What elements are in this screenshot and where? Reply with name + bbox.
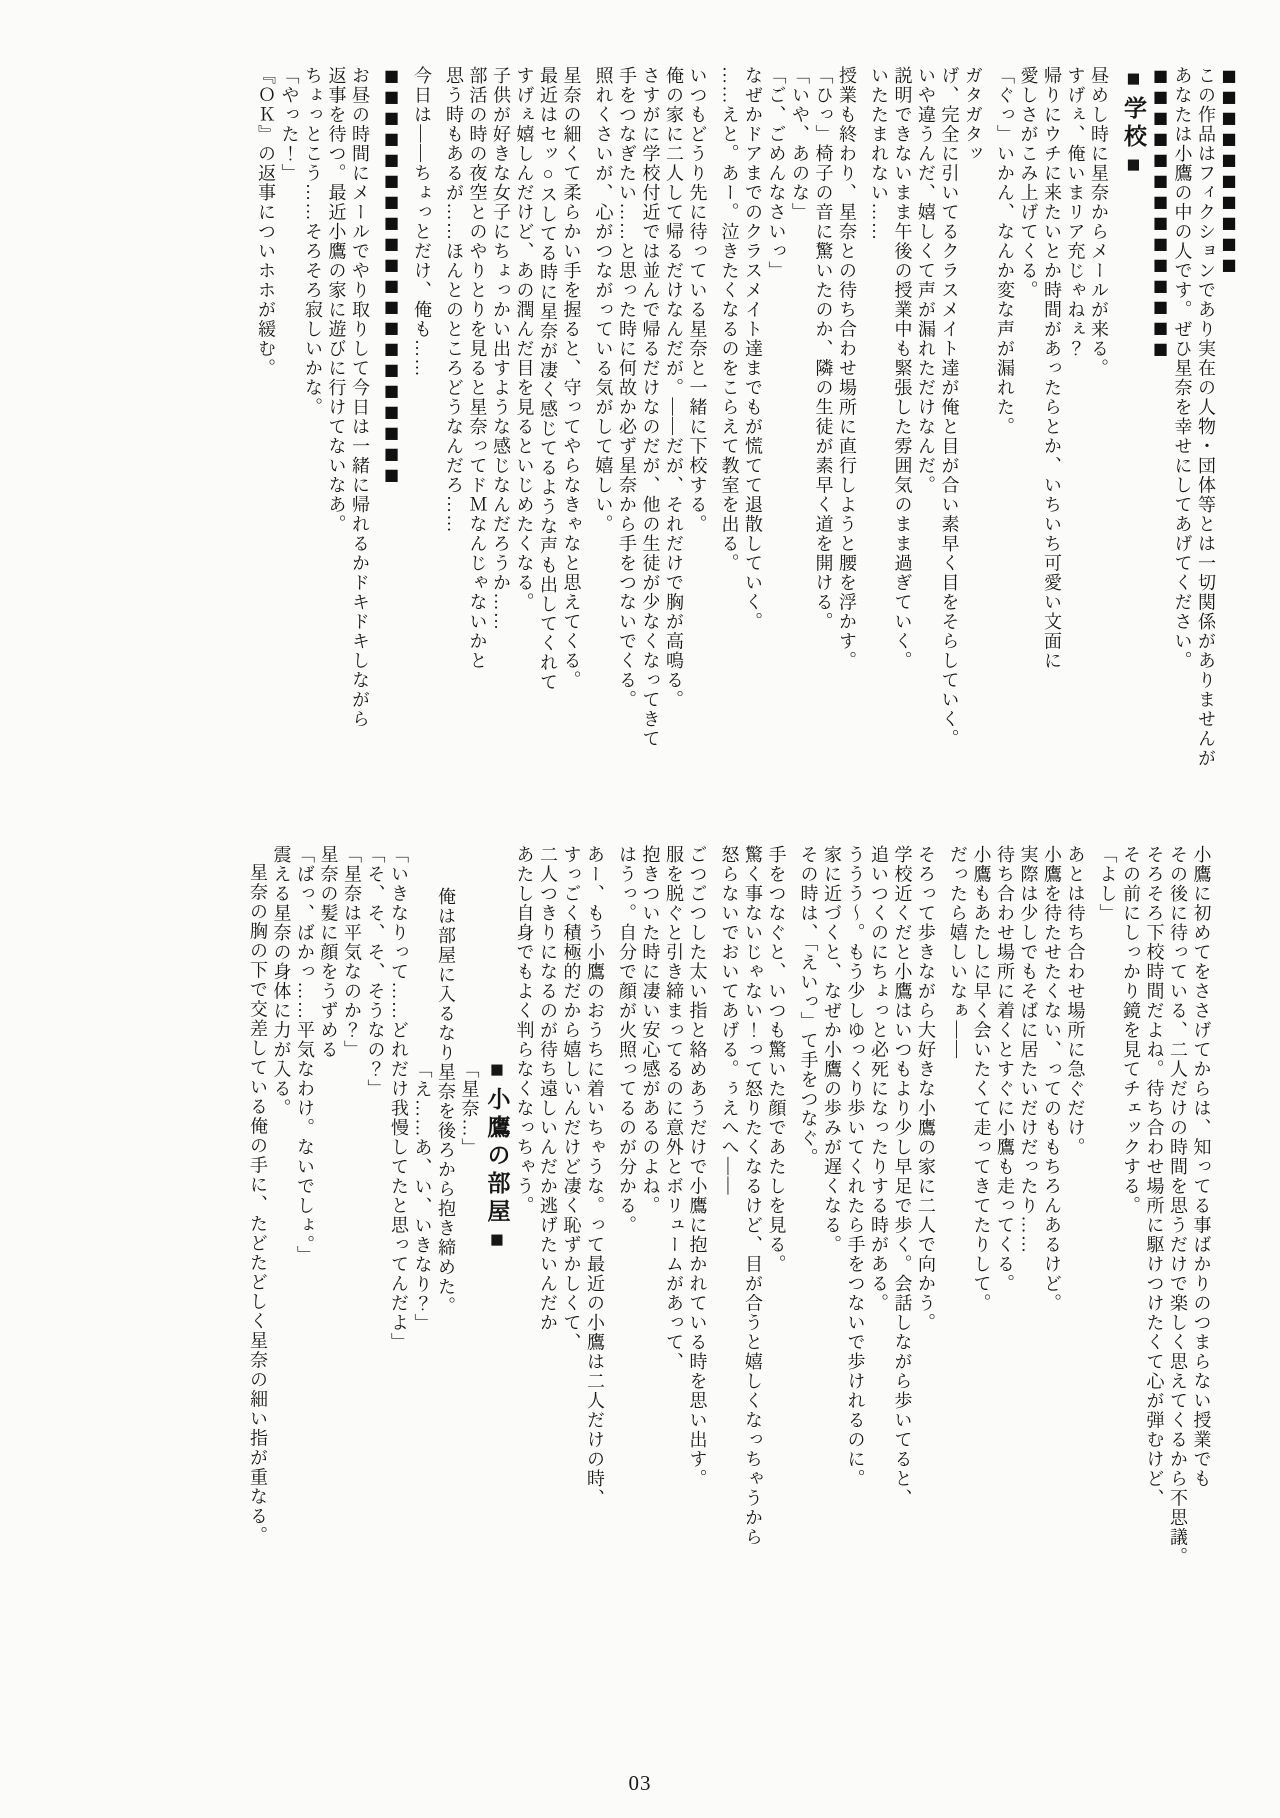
text-column: 実際は少しでもそばに居たいだけだったり……: [1018, 845, 1039, 1255]
text-column: 「星奈は平気なのか？」: [342, 845, 362, 1060]
text-column: 家に近づくと、なぜか小鷹の歩みが遅くなる。: [822, 845, 842, 1255]
text-column: げ、完全に引いてるクラスメイト達が俺と目が合い素早く目をそらしていく。: [939, 66, 960, 749]
text-column: あたし自身でもよく判らなくなっちゃう。: [514, 845, 535, 1216]
text-column: すっごく積極的だから嬉しいんだけど凄く恥ずかしくて、: [561, 845, 582, 1352]
text-column: 「星奈…」: [459, 1060, 480, 1158]
text-column: いたたまれない……: [869, 66, 889, 242]
text-column: はうっ。自分で顔が火照ってるのが分かる。: [617, 845, 637, 1235]
text-column: 子供が好きな女子にちょっかい出すような感じなんだろうか……: [491, 66, 511, 632]
text-column: 星奈の細くて柔らかい手を握ると、守ってやらなきゃなと思えてくる。: [561, 66, 582, 690]
divider-column: ■■■■■■■■■■■■■■: [1151, 66, 1170, 360]
text-column: 抱きついた時に凄い安心感があるのよね。: [640, 845, 661, 1216]
page-number: 03: [628, 1771, 652, 1795]
text-column: 怒らないでおいてあげる。ぅえへへ――: [719, 845, 740, 1196]
text-column: ううう〜。もう少しゆっくり歩いてくれたら手をつないで歩けれるのに。: [845, 845, 866, 1489]
text-column: この作品はフィクションであり実在の人物・団体等とは一切関係がありませんが: [1196, 66, 1216, 768]
text-column: 「ご、ごめんなさいっ」: [766, 66, 787, 281]
text-column: いつもどうり先に待っている星奈と一緒に下校する。: [687, 66, 708, 534]
text-column: 手をつなぎたい……と思った時に何故か必ず星奈から手をつないでくる。: [617, 66, 637, 710]
text-column: すげぇ嬉しんだけど、あの潤んだ目を見るといじめたくなる。: [514, 66, 535, 612]
text-column: 俺の家に二人して帰るだけなんだが。――だが、それだけで胸が高鳴る。: [664, 66, 684, 710]
text-column: 部活の時の夜空とのやりとりを見ると星奈ってドＭなんじゃないかと: [467, 66, 488, 671]
text-column: その後に待っている、二人だけの時間を思うだけで楽しく思えてくるから不思議。: [1168, 845, 1188, 1567]
text-column: 「そ、そ、そ、そうなの？」: [365, 845, 386, 1099]
text-column: だったら嬉しいなぁ――: [948, 845, 968, 1060]
text-column: 授業も終わり、星奈との待ち合わせ場所に直行しようと腰を浮かす。: [837, 66, 857, 671]
text-column: 二人つきりになるのが待ち遠しいんだか逃げたいんだか: [538, 845, 558, 1333]
divider-column: ■■■■■■■■■■: [1219, 66, 1239, 276]
text-column: 思う時もあるが……ほんとのところどうなんだろ……: [444, 66, 464, 534]
text-column: いや違うんだ、嬉しくて声が漏れただけなんだ。: [916, 66, 936, 495]
text-column: 追いつくのにちょっと必死になったりする時がある。: [869, 845, 889, 1313]
text-column: 返事を待つ。最近小鷹の家に遊びに行けてないなあ。: [326, 66, 347, 534]
text-column: 驚く事ないじゃない！って怒りたくなるけど、目が合うと嬉しくなっちゃうから: [743, 845, 763, 1547]
text-column: 服を脱ぐと引き締まってるのに意外とボリュームがあって、: [664, 845, 684, 1372]
text-column: 「いきなりって……どれだけ我慢してたと思ってんだよ」: [389, 845, 409, 1352]
text-column: 「ばっ、ばかっ……平気なわけ。ないでしょ。」: [295, 845, 315, 1265]
text-column: あなたは小鷹の中の人です。ぜひ星奈を幸せにしてあげてください。: [1172, 66, 1193, 671]
text-column: 小鷹を待たせたくない、ってのももちろんあるけど。: [1042, 845, 1062, 1313]
text-column: 俺は部屋に入るなり星奈を後ろから抱き締めた。: [436, 887, 456, 1316]
text-column: ちょっとこう……そろそろ寂しいかな。: [303, 66, 323, 417]
text-column: ごつごつした太い指と絡めあうだけで小鷹に抱かれている時を思い出す。: [687, 845, 708, 1489]
text-column: 「いや、あのな」: [790, 66, 810, 222]
text-column: 今日は――ちょっとだけ、俺も……: [412, 66, 432, 378]
text-column: 帰りにウチに来たいとか時間があったらとか、いちいち可愛い文面に: [1042, 66, 1062, 671]
text-column: 星奈の髪に顔をうずめる: [318, 845, 339, 1060]
text-column: ……えと。あー。泣きたくなるのをこらえて教室を出る。: [719, 66, 740, 573]
divider-column: ■■■■■■■■■■■■■■■■■■■■: [382, 66, 401, 486]
section-heading: ■小鷹の部屋■: [484, 1057, 510, 1257]
text-column: 説明できないまま午後の授業中も緊張した雰囲気のまま過ぎていく。: [892, 66, 913, 671]
text-column: お昼の時間にメールでやり取りして今日は一緒に帰れるかドキドキしながら: [350, 66, 370, 729]
text-column: そろって歩きながら大好きな小鷹の家に二人で向かう。: [916, 845, 936, 1333]
text-column: なぜかドアまでのクラスメイト達までもが慌てて退散していく。: [743, 66, 763, 632]
text-column: あー、もう小鷹のおうちに着いちゃうな。って最近の小鷹は二人だけの時、: [585, 845, 605, 1508]
text-column: あとは待ち合わせ場所に急ぐだけ。: [1065, 845, 1086, 1157]
text-column: 待ち合わせ場所に着くとすぐに小鷹も走ってくる。: [995, 845, 1015, 1294]
text-column: 最近はセッ○スしてる時に星奈が凄く感じてるような声も出してくれて: [538, 66, 558, 692]
text-column: 『ＯＫ』の返事についホホが緩む。: [256, 66, 276, 378]
text-column: その時は、「えいっ」て手をつなぐ。: [798, 845, 819, 1168]
page-footer: [0, 1771, 1280, 1796]
text-column: 「え……あ、い、いきなり？」: [412, 1060, 433, 1333]
text-column: 「よし」: [1097, 845, 1118, 923]
section-kodaka-room: [244, 845, 1217, 1590]
text-column: さすがに学校付近では並んで帰るだけなのだが、他の生徒が少なくなってきて: [640, 66, 661, 749]
text-column: 小鷹に初めてをささげてからは、知ってる事ばかりのつまらない授業でも: [1191, 845, 1212, 1489]
text-column: 照れくさいが、心がつながっている気がして嬉しい。: [593, 66, 614, 534]
text-column: 震える星奈の身体に力が入る。: [271, 845, 292, 1118]
section-heading: ■学校■: [1121, 66, 1146, 182]
text-column: 「やった！」: [279, 66, 300, 183]
text-column: そろそろ下校時間だよね。待ち合わせ場所に駆けつけたくて心が弾むけど、: [1144, 845, 1165, 1508]
section-school: [252, 66, 1243, 806]
text-column: 「ひっ」椅子の音に驚いたのか、隣の生徒が素早く道を開ける。: [813, 66, 834, 632]
text-column: 星奈の胸の下で交差している俺の手に、たどたどしく星奈の細い指が重なる。: [248, 863, 268, 1546]
text-column: 愛しさがこみ上げてくる。: [1018, 66, 1039, 300]
text-column: 昼めし時に星奈からメールが来る。: [1089, 66, 1109, 378]
text-column: すげぇ、俺いまリア充じゃねぇ？: [1065, 66, 1086, 359]
text-column: 「ぐっ」いかん、なんか変な声が漏れた。: [995, 66, 1015, 437]
text-column: 手をつなぐと、いつも驚いた顔であたしを見る。: [766, 845, 787, 1274]
text-column: ガタガタッ: [963, 66, 983, 164]
text-column: 小鷹もあたしに早く会いたくて走ってきてたりして。: [971, 845, 992, 1313]
text-column: 学校近くだと小鷹はいつもより少し早足で歩く。会話しながら歩いてると、: [892, 845, 913, 1508]
text-column: その前にしっかり鏡を見てチェックする。: [1121, 845, 1141, 1216]
